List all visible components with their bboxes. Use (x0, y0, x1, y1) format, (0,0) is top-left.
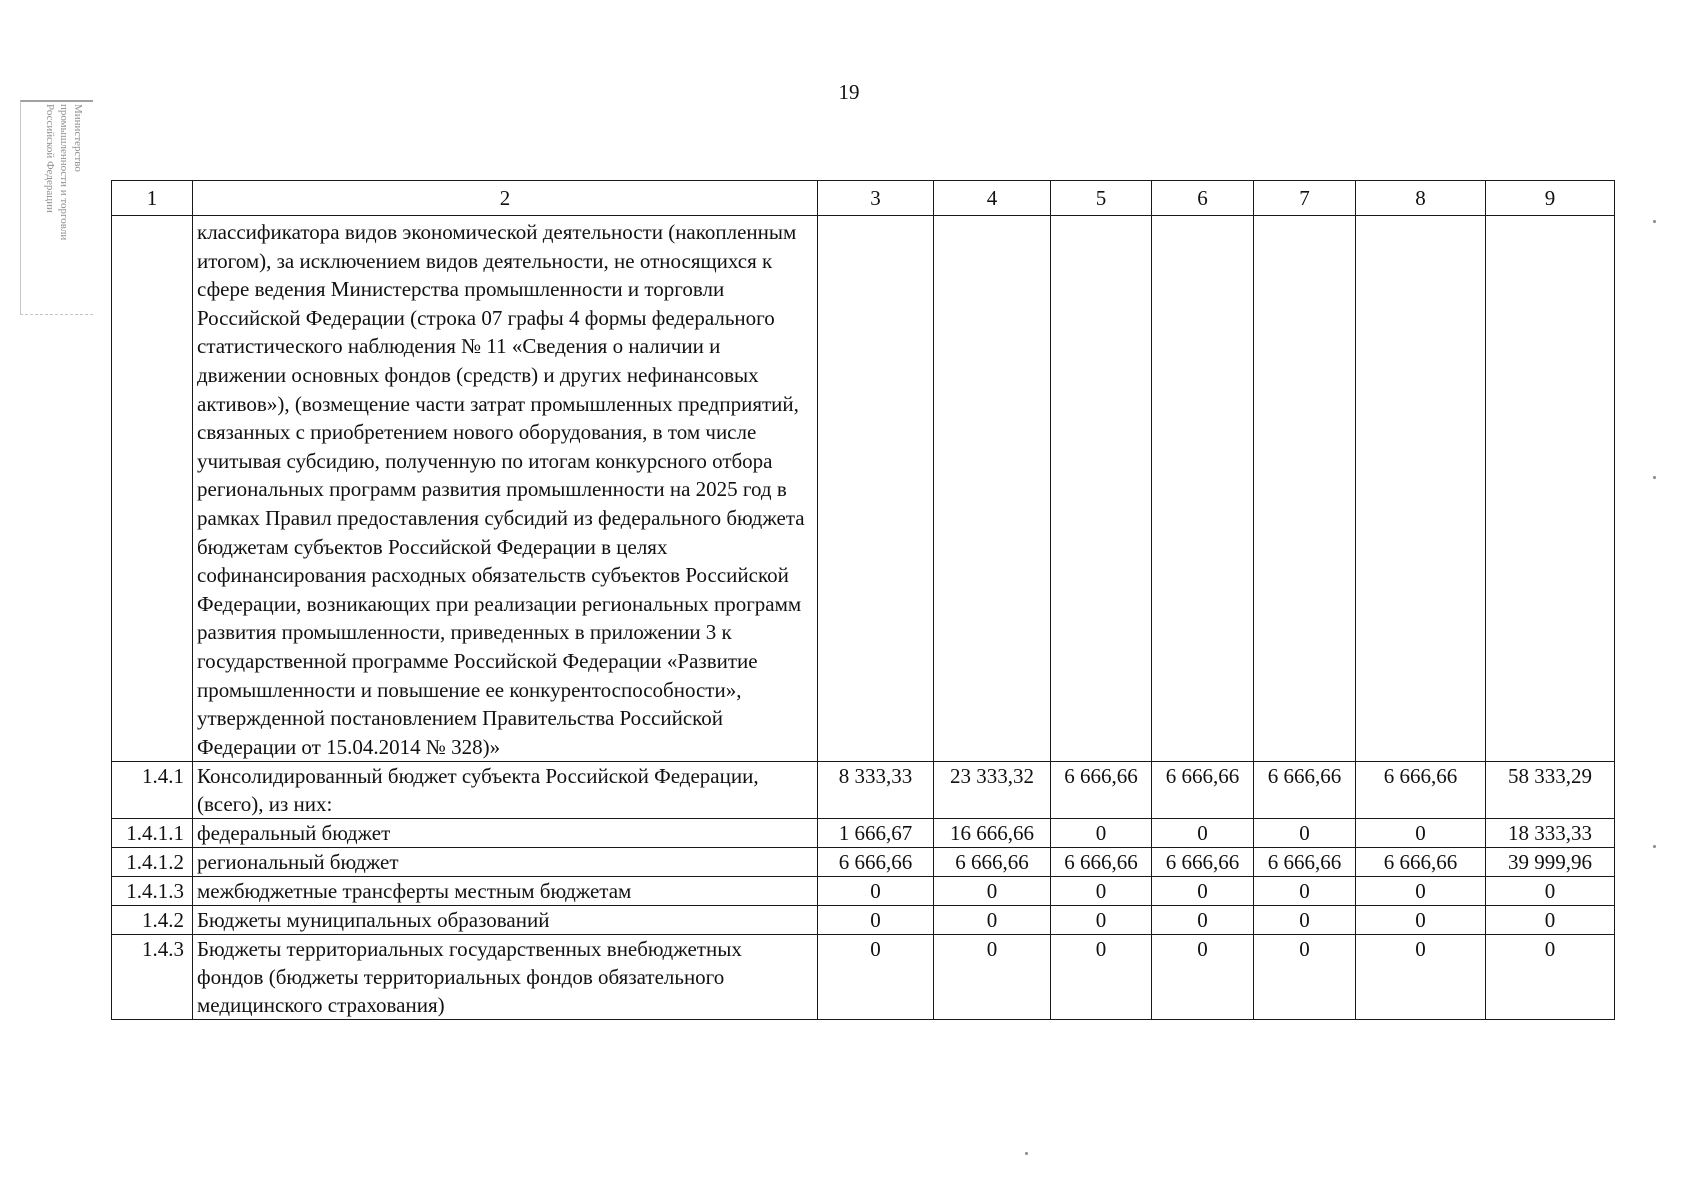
scan-speck (1025, 1152, 1028, 1155)
value-cell: 0 (1356, 877, 1486, 906)
stamp-line: Министерство (72, 104, 84, 172)
value-cell: 0 (1152, 906, 1254, 935)
row-code: 1.4.2 (112, 906, 193, 935)
value-cell: 8 333,33 (818, 762, 934, 819)
value-cell: 6 666,66 (1051, 762, 1152, 819)
value-cell: 6 666,66 (1254, 762, 1356, 819)
empty-cell (1356, 216, 1486, 762)
value-cell: 6 666,66 (1152, 848, 1254, 877)
table-row (112, 906, 1615, 935)
value-cell: 6 666,66 (934, 848, 1051, 877)
row-name: федеральный бюджет (193, 819, 818, 848)
column-header: 5 (1051, 181, 1152, 216)
total-cell: 58 333,29 (1486, 762, 1615, 819)
total-cell: 18 333,33 (1486, 819, 1615, 848)
column-header: 2 (193, 181, 818, 216)
header-row (112, 181, 1615, 216)
row-name: межбюджетные трансферты местным бюджетам (193, 877, 818, 906)
value-cell: 6 666,66 (1254, 848, 1356, 877)
row-name: Консолидированный бюджет субъекта Российской Федерации, (всего), из них: (193, 762, 818, 819)
value-cell: 0 (1051, 819, 1152, 848)
row-name: региональный бюджет (193, 848, 818, 877)
value-cell: 0 (1051, 906, 1152, 935)
value-cell: 23 333,32 (934, 762, 1051, 819)
empty-cell (1486, 216, 1615, 762)
value-cell: 0 (818, 906, 934, 935)
row-name: Бюджеты территориальных государственных внебюджетных фондов (бюджеты территориальных фондов обязательного медицинского страхования) (193, 935, 818, 1020)
value-cell: 0 (1254, 819, 1356, 848)
value-cell: 0 (1254, 877, 1356, 906)
value-cell: 6 666,66 (1356, 762, 1486, 819)
value-cell: 0 (934, 906, 1051, 935)
total-cell: 0 (1486, 906, 1615, 935)
value-cell: 6 666,66 (1152, 762, 1254, 819)
empty-cell (934, 216, 1051, 762)
column-header: 6 (1152, 181, 1254, 216)
value-cell: 6 666,66 (1356, 848, 1486, 877)
column-header: 4 (934, 181, 1051, 216)
value-cell: 0 (934, 935, 1051, 1020)
value-cell: 0 (1356, 819, 1486, 848)
table-row (112, 848, 1615, 877)
empty-cell (1152, 216, 1254, 762)
value-cell: 0 (1051, 935, 1152, 1020)
empty-cell (1254, 216, 1356, 762)
scan-speck (1653, 476, 1656, 479)
registration-stamp (20, 100, 93, 315)
column-header: 1 (112, 181, 193, 216)
row-code (112, 216, 193, 762)
total-cell: 0 (1486, 935, 1615, 1020)
value-cell: 0 (818, 877, 934, 906)
column-header: 7 (1254, 181, 1356, 216)
value-cell: 0 (1152, 877, 1254, 906)
value-cell: 0 (1152, 935, 1254, 1020)
scan-speck (1653, 845, 1656, 848)
stamp-text (43, 104, 85, 312)
page-number: 19 (838, 80, 860, 104)
value-cell: 0 (1254, 906, 1356, 935)
total-cell: 0 (1486, 877, 1615, 906)
value-cell: 0 (1254, 935, 1356, 1020)
column-header: 9 (1486, 181, 1615, 216)
table-row (112, 762, 1615, 819)
value-cell: 0 (1356, 935, 1486, 1020)
empty-cell (818, 216, 934, 762)
value-cell: 0 (934, 877, 1051, 906)
column-header: 3 (818, 181, 934, 216)
total-cell: 39 999,96 (1486, 848, 1615, 877)
row-code: 1.4.1.3 (112, 877, 193, 906)
row-code: 1.4.1.1 (112, 819, 193, 848)
empty-cell (1051, 216, 1152, 762)
stamp-line: промышленности и торговли (58, 104, 70, 241)
continuation-row (112, 216, 1615, 762)
table-row (112, 819, 1615, 848)
row-name: Бюджеты муниципальных образований (193, 906, 818, 935)
row-code: 1.4.1 (112, 762, 193, 819)
row-code: 1.4.3 (112, 935, 193, 1020)
value-cell: 0 (1152, 819, 1254, 848)
value-cell: 6 666,66 (1051, 848, 1152, 877)
continuation-text: классификатора видов экономической деятельности (накопленным итогом), за исключением видов деятельности, не относящихся к сфере ведения Министерства промышленности и торговли Российской Федерации (строка 07 графы 4 формы федерального статистического наблюдения № 11 «Сведения о наличии и движении основных фондов (средств) и других нефинансовых активов»), (возмещение части затрат промышленных предприятий, связанных с приобретением нового оборудования, в том числе учитывая субсидию, полученную по итогам конкурсного отбора региональных программ развития промышленности на 2025 год в рамках Правил предоставления субсидий из федерального бюджета бюджетам субъектов Российской Федерации в целях софинансирования расходных обязательств субъектов Российской Федерации, возникающих при реализации региональных программ развития промышленности, приведенных в приложении 3 к государственной программе Российской Федерации «Развитие промышленности и повышение ее конкурентоспособности», утвержденной постановлением Правительства Российской Федерации от 15.04.2014 № 328)» (193, 216, 818, 762)
value-cell: 0 (1051, 877, 1152, 906)
scan-speck (1653, 220, 1656, 223)
budget-table (111, 180, 1615, 1020)
table-row (112, 877, 1615, 906)
stamp-line: Российской Федерации (44, 104, 56, 213)
value-cell: 6 666,66 (818, 848, 934, 877)
row-code: 1.4.1.2 (112, 848, 193, 877)
value-cell: 1 666,67 (818, 819, 934, 848)
value-cell: 16 666,66 (934, 819, 1051, 848)
value-cell: 0 (1356, 906, 1486, 935)
table-row (112, 935, 1615, 1020)
column-header: 8 (1356, 181, 1486, 216)
value-cell: 0 (818, 935, 934, 1020)
